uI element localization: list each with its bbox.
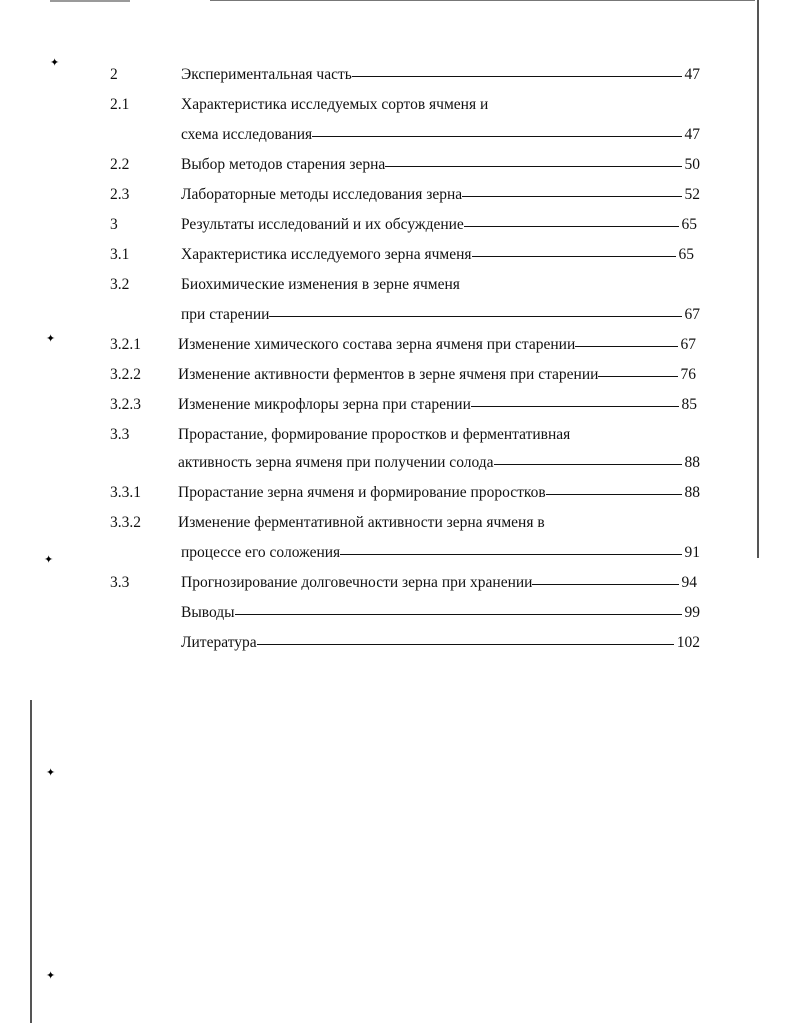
- toc-page-number: 91: [684, 544, 700, 561]
- toc-leader-line: [464, 226, 679, 227]
- toc-line: [181, 244, 694, 266]
- toc-leader-line: [340, 554, 681, 555]
- toc-leader-line: [352, 76, 682, 77]
- toc-leader-line: [462, 196, 681, 197]
- toc-title: Характеристика исследуемого зерна ячменя: [181, 246, 472, 263]
- toc-title-continuation: активность зерна ячменя при получении солода: [178, 454, 494, 471]
- toc-line: [181, 572, 697, 594]
- toc-title: Лабораторные методы исследования зерна: [181, 186, 463, 203]
- toc-title-continuation: при старении: [181, 306, 270, 323]
- hole-punch-mark-icon: ✦: [46, 333, 56, 345]
- toc-page-number: 52: [684, 186, 700, 203]
- toc-title: Изменение химического состава зерна ячменя при старении: [178, 336, 576, 353]
- toc-page-number: 85: [681, 396, 697, 413]
- toc-line: [181, 602, 700, 624]
- scan-border-left: [30, 700, 32, 1023]
- toc-line: [181, 154, 700, 176]
- toc-line: [181, 632, 700, 654]
- toc-line: [181, 304, 700, 326]
- toc-line: [178, 364, 696, 386]
- toc-leader-line: [472, 256, 676, 257]
- toc-line: [178, 394, 697, 416]
- toc-line: [181, 184, 700, 206]
- scan-border-top-left: [50, 0, 130, 2]
- toc-leader-line: [546, 494, 682, 495]
- toc-number: 3.3: [110, 426, 130, 443]
- toc-title: Изменение микрофлоры зерна при старении: [178, 396, 471, 413]
- toc-leader-line: [532, 584, 678, 585]
- toc-page-number: 88: [684, 454, 700, 471]
- toc-page-number: 47: [684, 66, 700, 83]
- toc-number: 3.1: [110, 246, 130, 263]
- toc-number: 2.1: [110, 96, 130, 113]
- hole-punch-mark-icon: ✦: [46, 767, 56, 779]
- toc-title: Выводы: [181, 604, 235, 621]
- toc-page-number: 50: [684, 156, 700, 173]
- toc-number: 3.3.1: [110, 484, 141, 501]
- hole-punch-mark-icon: ✦: [50, 57, 60, 69]
- toc-number: 2.2: [110, 156, 130, 173]
- scan-border-right: [757, 0, 759, 558]
- toc-page-number: 99: [684, 604, 700, 621]
- toc-line: [181, 542, 700, 564]
- toc-number: 3.2.2: [110, 366, 141, 383]
- toc-number: 3.2.1: [110, 336, 141, 353]
- toc-page-number: 67: [684, 306, 700, 323]
- toc-leader-line: [385, 166, 681, 167]
- toc-line: [181, 124, 700, 146]
- toc-leader-line: [269, 316, 681, 317]
- toc-title: Прорастание зерна ячменя и формирование проростков: [178, 484, 546, 501]
- toc-title-continuation: процессе его соложения: [181, 544, 341, 561]
- toc-leader-line: [494, 464, 682, 465]
- toc-page-number: 65: [678, 246, 694, 263]
- toc-page-number: 88: [684, 484, 700, 501]
- toc-number: 3: [110, 216, 118, 233]
- toc-page-number: 67: [680, 336, 696, 353]
- hole-punch-mark-icon: ✦: [46, 970, 56, 982]
- toc-title: Изменение активности ферментов в зерне ячменя при старении: [178, 366, 599, 383]
- toc-line: [181, 64, 700, 86]
- hole-punch-mark-icon: ✦: [44, 554, 54, 566]
- toc-leader-line: [471, 406, 679, 407]
- toc-title: Биохимические изменения в зерне ячменя: [181, 276, 460, 293]
- toc-title: Результаты исследований и их обсуждение: [181, 216, 464, 233]
- toc-line: [178, 482, 700, 504]
- toc-page-number: 102: [676, 634, 700, 651]
- toc-title: Прорастание, формирование проростков и ферментативная: [178, 426, 571, 443]
- toc-page-number: 47: [684, 126, 700, 143]
- toc-page-number: 65: [681, 216, 697, 233]
- toc-title: Экспериментальная часть: [181, 66, 352, 83]
- toc-leader-line: [598, 376, 677, 377]
- toc-page-number: 76: [680, 366, 696, 383]
- toc-title: Литература: [181, 634, 257, 651]
- toc-leader-line: [257, 644, 674, 645]
- toc-page-number: 94: [681, 574, 697, 591]
- toc-title-continuation: схема исследования: [181, 126, 313, 143]
- toc-leader-line: [312, 136, 681, 137]
- toc-number: 2: [110, 66, 118, 83]
- toc-line: [181, 214, 697, 236]
- toc-leader-line: [235, 614, 682, 615]
- toc-number: 3.3: [110, 574, 130, 591]
- toc-title: Изменение ферментативной активности зерна ячменя в: [178, 514, 545, 531]
- toc-number: 3.2.3: [110, 396, 141, 413]
- toc-line: [178, 334, 696, 356]
- toc-title: Выбор методов старения зерна: [181, 156, 386, 173]
- toc-title: Прогнозирование долговечности зерна при хранении: [181, 574, 533, 591]
- toc-leader-line: [575, 346, 677, 347]
- toc-line: [178, 452, 700, 474]
- toc-number: 3.3.2: [110, 514, 141, 531]
- toc-number: 3.2: [110, 276, 130, 293]
- toc-number: 2.3: [110, 186, 130, 203]
- scan-border-top: [210, 0, 755, 1]
- toc-title: Характеристика исследуемых сортов ячменя и: [181, 96, 489, 113]
